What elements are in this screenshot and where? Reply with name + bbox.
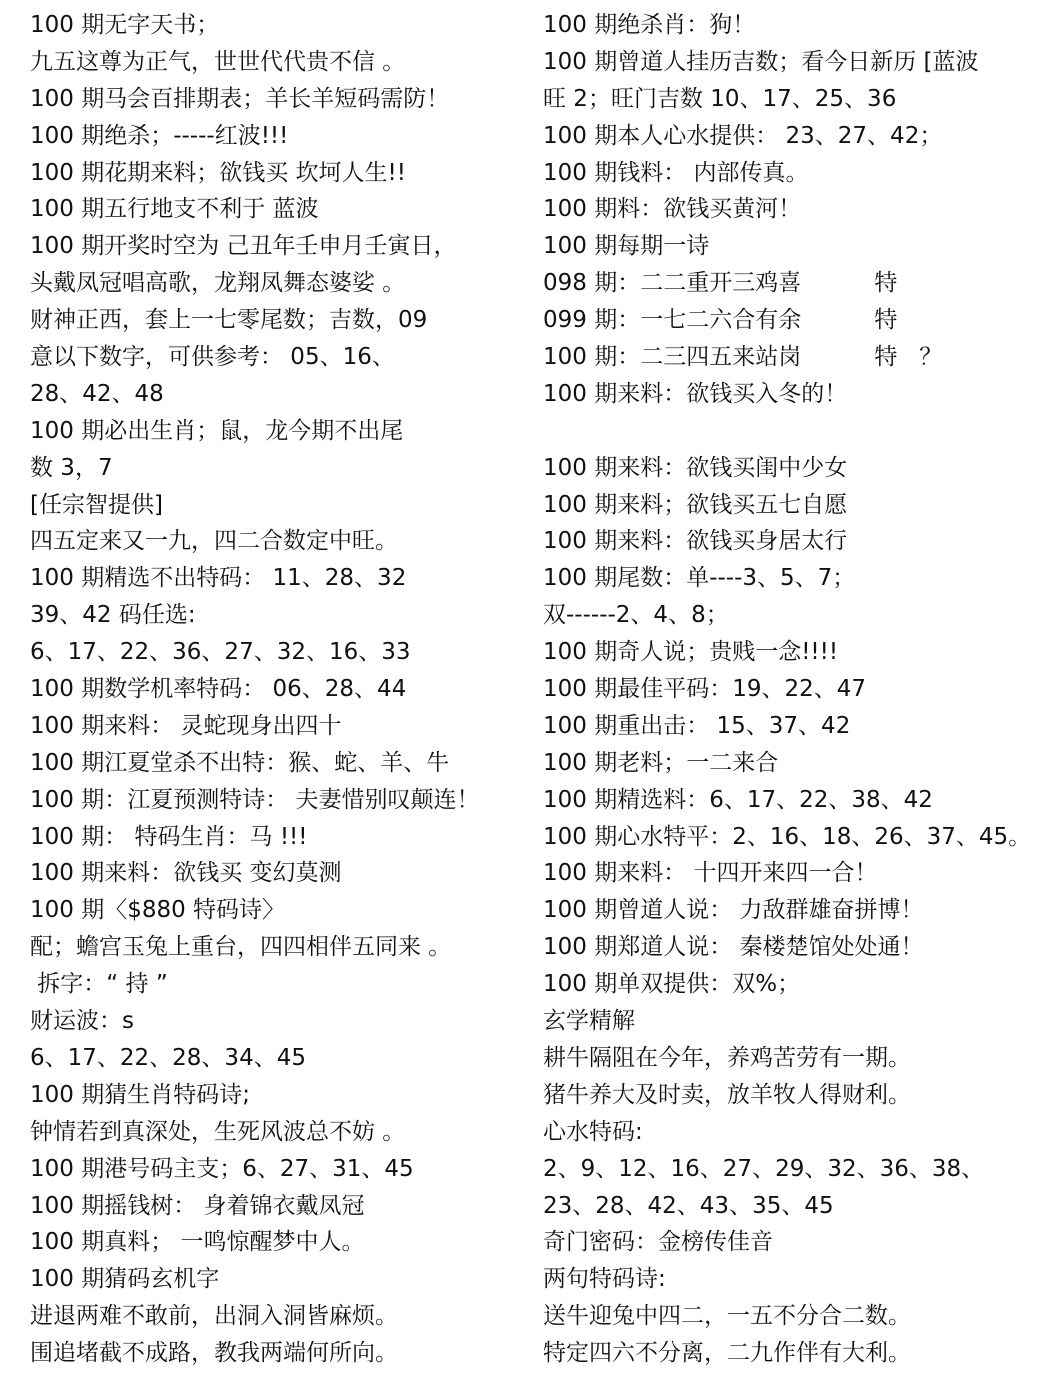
- right-line-7: 100 期每期一诗: [543, 233, 710, 260]
- left-line-36: 进退两难不敢前，出洞入洞皆麻烦。: [30, 1303, 398, 1330]
- right-line-24: 100 期来料： 十四开来四一合！: [543, 860, 878, 887]
- right-line-31: 心水特码:: [543, 1118, 643, 1145]
- right-line-3: 旺 2；旺门吉数 10、17、25、36: [543, 85, 897, 112]
- right-line-14: 100 期来料；欲钱买五七自愿: [543, 491, 848, 518]
- left-line-15: 四五定来又一九，四二合数定中旺。: [30, 528, 398, 555]
- left-line-29: 6、17、22、28、34、45: [30, 1044, 306, 1071]
- left-line-7: 100 期开奖时空为 己丑年壬申月壬寅日，: [30, 233, 457, 260]
- right-line-8: 098 期：二二重开三鸡喜 特: [543, 270, 898, 297]
- right-line-32: 2、9、12、16、27、29、32、36、38、: [543, 1155, 985, 1182]
- right-line-9: 099 期：一七二六合有余 特: [543, 307, 898, 334]
- left-line-34: 100 期真料； 一鸣惊醒梦中人。: [30, 1229, 365, 1256]
- left-line-23: 100 期： 特码生肖：马 !!!: [30, 823, 308, 850]
- left-line-22: 100 期：江夏预测特诗： 夫妻惜别叹颠连！: [30, 786, 480, 813]
- left-line-5: 100 期花期来料；欲钱买 坎坷人生!!: [30, 159, 406, 186]
- right-line-28: 玄学精解: [543, 1008, 635, 1035]
- left-line-27: 拆字：“ 持 ”: [30, 971, 168, 998]
- right-line-1: 100 期绝杀肖：狗！: [543, 12, 756, 38]
- left-line-6: 100 期五行地支不利于 蓝波: [30, 196, 319, 223]
- left-line-35: 100 期猜码玄机字: [30, 1266, 220, 1293]
- right-line-26: 100 期郑道人说： 秦楼楚馆处处通！: [543, 934, 924, 961]
- left-line-12: 100 期必出生肖；鼠，龙今期不出尾: [30, 417, 404, 444]
- left-column: [30, 7, 520, 1372]
- left-line-19: 100 期数学机率特码： 06、28、44: [30, 676, 407, 703]
- left-line-18: 6、17、22、36、27、32、16、33: [30, 639, 411, 666]
- right-line-16: 100 期尾数：单----3、5、7；: [543, 565, 856, 592]
- left-line-30: 100 期猜生肖特码诗;: [30, 1081, 250, 1108]
- left-line-33: 100 期摇钱树： 身着锦衣戴凤冠: [30, 1192, 365, 1219]
- left-line-17: 39、42 码任选:: [30, 602, 196, 629]
- left-line-32: 100 期港号码主支；6、27、31、45: [30, 1155, 414, 1182]
- left-line-3: 100 期马会百排期表；羊长羊短码需防！: [30, 85, 450, 112]
- left-line-37: 围追堵截不成路，教我两端何所向。: [30, 1340, 398, 1367]
- right-line-18: 100 期奇人说；贵贱一念!!!!: [543, 639, 839, 666]
- right-line-20: 100 期重出击： 15、37、42: [543, 712, 851, 739]
- left-line-20: 100 期来料： 灵蛇现身出四十: [30, 712, 342, 739]
- right-line-21: 100 期老料；一二来合: [543, 749, 779, 776]
- right-line-36: 送牛迎兔中四二，一五不分合二数。: [543, 1303, 911, 1330]
- right-line-5: 100 期钱料： 内部传真。: [543, 159, 809, 186]
- left-line-11: 28、42、48: [30, 380, 164, 407]
- right-line-4: 100 期本人心水提供： 23、27、42；: [543, 122, 943, 149]
- left-line-26: 配；蟾宫玉兔上重台，四四相伴五同来 。: [30, 934, 452, 961]
- left-line-24: 100 期来料：欲钱买 变幻莫测: [30, 860, 342, 887]
- left-line-14: [任宗智提供]: [30, 491, 163, 518]
- right-line-25: 100 期曾道人说： 力敌群雄奋拼博！: [543, 897, 924, 924]
- left-line-9: 财神正西，套上一七零尾数；吉数，09: [30, 307, 428, 334]
- right-line-27: 100 期单双提供：双%；: [543, 971, 801, 998]
- right-line-22: 100 期精选料：6、17、22、38、42: [543, 786, 933, 813]
- right-line-23: 100 期心水特平：2、16、18、26、37、45。: [543, 823, 1032, 850]
- right-line-10: 100 期：二三四五来站岗 特 ？: [543, 344, 943, 371]
- right-line-35: 两句特码诗:: [543, 1266, 666, 1293]
- left-line-10: 意以下数字，可供参考： 05、16、: [30, 344, 395, 371]
- left-line-2: 九五这尊为正气，世世代代贵不信 。: [30, 48, 406, 75]
- right-line-34: 奇门密码：金榜传佳音: [543, 1229, 773, 1256]
- right-line-37: 特定四六不分离，二九作伴有大利。: [543, 1340, 911, 1367]
- left-line-8: 头戴凤冠唱高歌，龙翔凤舞态婆娑 。: [30, 270, 406, 297]
- right-line-11: 100 期来料：欲钱买入冬的！: [543, 380, 848, 407]
- right-line-29: 耕牛隔阻在今年，养鸡苦劳有一期。: [543, 1044, 911, 1071]
- left-line-25: 100 期〈$880 特码诗〉: [30, 897, 286, 924]
- right-line-2: 100 期曾道人挂历吉数；看今日新历 [蓝波: [543, 48, 979, 75]
- right-line-6: 100 期料：欲钱买黄河！: [543, 196, 802, 223]
- right-line-15: 100 期来料：欲钱买身居太行: [543, 528, 848, 555]
- left-line-28: 财运波：s: [30, 1008, 134, 1035]
- right-line-17: 双------2、4、8；: [543, 602, 729, 629]
- right-column: [543, 7, 1038, 1372]
- left-line-16: 100 期精选不出特码： 11、28、32: [30, 565, 407, 592]
- left-line-31: 钟情若到真深处，生死风波总不妨 。: [30, 1118, 406, 1145]
- right-line-13: 100 期来料：欲钱买闺中少女: [543, 454, 848, 481]
- left-line-13: 数 3，7: [30, 454, 113, 481]
- left-line-4: 100 期绝杀；-----红波!!!: [30, 122, 289, 149]
- right-line-19: 100 期最佳平码：19、22、47: [543, 676, 867, 703]
- left-line-21: 100 期江夏堂杀不出特：猴、蛇、羊、牛: [30, 749, 450, 776]
- right-line-33: 23、28、42、43、35、45: [543, 1192, 834, 1219]
- right-line-12: [543, 413, 1038, 450]
- left-line-1: 100 期无字天书；: [30, 12, 220, 38]
- right-line-30: 猪牛养大及时卖，放羊牧人得财利。: [543, 1081, 911, 1108]
